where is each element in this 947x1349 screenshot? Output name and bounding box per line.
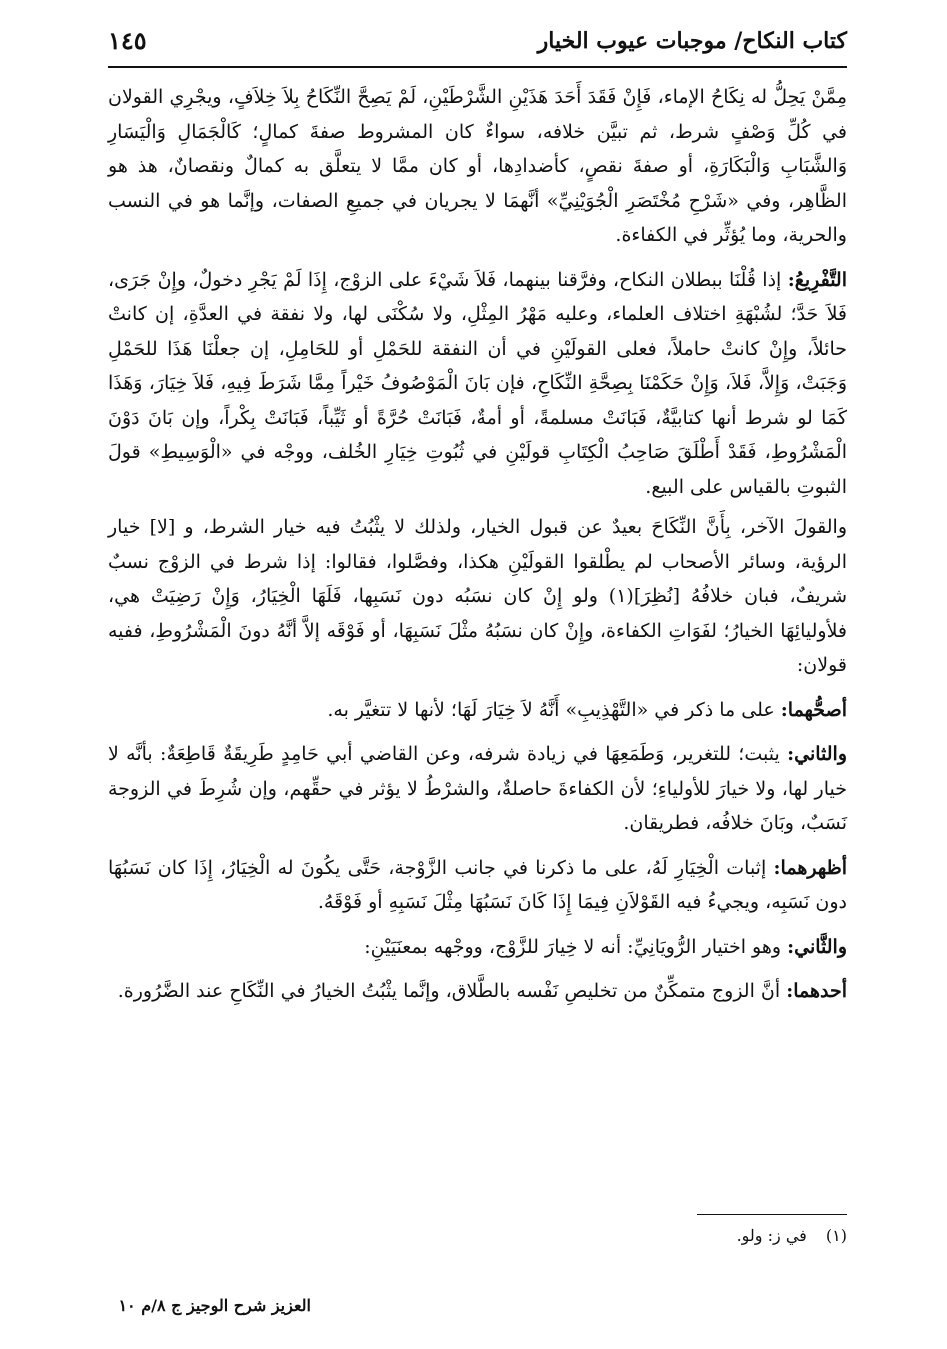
main-text bbox=[108, 80, 847, 1015]
page-number: ١٤٥ bbox=[108, 26, 147, 55]
paragraph-8-text: أنَّ الزوج متمكِّنٌ من تخليصِ نَفْسه بالطَّلاق، وإنَّما يثْبُتُ الخيارُ في النِّكَاحِ عند الضَّرُورة. bbox=[117, 980, 781, 1002]
paragraph-7-text: وهو اختيار الرُّويَانِيِّ: أنه لا خِيارَ للزَّوْج، ووجْهه بمعنَيَيْنِ: bbox=[364, 935, 782, 958]
paragraph-2-lead: التَّفْرِيعُ: bbox=[787, 268, 847, 291]
footnote-divider bbox=[697, 1214, 847, 1215]
paragraph-6-lead: أظهرهما: bbox=[773, 856, 847, 879]
paragraph-5-lead: والثاني: bbox=[787, 743, 847, 765]
paragraph-8 bbox=[108, 974, 847, 1009]
page-header bbox=[108, 22, 847, 64]
volume-reference: العزيز شرح الوجيز ج ٨/م ١٠ bbox=[118, 1296, 311, 1315]
paragraph-4-lead: أصحُّهما: bbox=[780, 698, 847, 721]
paragraph-4 bbox=[108, 693, 847, 728]
paragraph-2-text: إذا قُلْنَا ببطلان النكاح، وفرَّقنا بينهما، فَلاَ شَيْءَ على الزوْج، إِذَا لَمْ يَجْرِ دخولٌ، وإِنْ جَرَى، فَلاَ حَدَّ؛ لشُبْهَةِ اختلاف العلماء، وعليه مَهْرُ المِثْلِ، ولا سُكْنَى لها، ولا نفقة في العدَّةِ، إن كانتْ حائلاً، وإِنْ كانتْ حاملاً، فعلى القولَيْنِ في أن النفقة للحَمْلِ أو للحَامِلِ، إن جعلْنَا هَذَا للحَمْلِ وَجَبَتْ، وَإِلاَّ، فَلاَ، وَإِنْ حَكَمْنَا بِصِحَّةِ النِّكَاحِ، فإن بَانَ الْمَوْصُوفُ خَيْراً مِمَّا شَرَطَ فِيهِ، فَلاَ خِيَارَ، وَهَذَا كَمَا لو شرط أنها كتابيَّةٌ، فَبَانَتْ مسلمةً، أو أمةٌ، فَبَانَتْ حُرَّةً أو ثَيِّباً، فَبَانَتْ بِكْراً، وإن بَانَ دَوْنَ الْمَشْرُوطِ، فَقَدْ أَطْلَقَ صَاحِبُ الْكِتَابِ قولَيْنِ في ثُبُوتِ خِيَارِ الخُلف، ووجْه في «الْوَسِيطِ» قولَ الثبوتِ بالقياس على البيع. bbox=[108, 268, 847, 498]
paragraph-7-lead: والثَّاني: bbox=[787, 935, 847, 958]
footnote-text: في ز: ولو. bbox=[736, 1226, 807, 1245]
paragraph-7 bbox=[108, 930, 847, 965]
header-divider bbox=[108, 66, 847, 68]
paragraph-3 bbox=[108, 510, 847, 683]
paragraph-3-text: والقولَ الآخر، بِأَنَّ النِّكَاحَ بعيدٌ عن قبول الخيار، ولذلك لا يثْبُتُ فيه خيار الشرط، و [لا] خيار الرؤية، وسائر الأصحاب لم يطْلقوا القولَيْنِ هكذا، وفصَّلوا، فقالوا: إذا شرط في الزوْج نسبٌ شريفٌ، فبان خلافُهُ [نُظِرَ](١) ولو إِنْ كان نسَبُه دون نَسَبِها، فَلَهَا الْخِيَارُ، وَإِنْ رَضِيَتْ هي، فلأوليائِهَا الخيارُ؛ لفَوَاتِ الكفاءة، وإِنْ كان نسَبُهُ مثْلَ نَسَبِهَا، أو فَوْقَه إلاَّ أنَّهُ دونَ الْمَشْرُوطِ، ففيه قولان: bbox=[108, 516, 847, 676]
paragraph-1 bbox=[108, 80, 847, 253]
paragraph-2 bbox=[108, 263, 847, 505]
paragraph-6 bbox=[108, 851, 847, 920]
running-title: كتاب النكاح/ موجبات عيوب الخيار bbox=[537, 28, 847, 54]
footnote bbox=[737, 1226, 847, 1245]
paragraph-4-text: على ما ذكر في «التَّهْذِيبِ» أَنَّهُ لاَ خِيَارَ لَهَا؛ لأنها لا تتغيَّر به. bbox=[327, 698, 775, 721]
paragraph-1-text: مِمَّنْ يَحِلُّ له نِكَاحُ الإماء، فَإِنْ فَقَدَ أَحَدَ هَذَيْنِ الشَّرْطَيْنِ، لَمْ يَصِحَّ النِّكَاحُ بِلاَ خِلاَفٍ، ويجْرِي القولان في كُلِّ وَصْفٍ شرط، ثم تبيَّن خلافه، سواءٌ كان المشروط صفةَ كمالٍ؛ كَالْجَمَالِ وَالْيَسَارِ وَالشَّبَابِ وَالْبَكَارَةِ، أو صفةَ نقصٍ، كأضدادِها، أو كان ممَّا لا يتعلَّق به كمالٌ ونقصانٌ، هذ هو الظَّاهِر، وفي «شَرْحِ مُخْتَصَرِ الْجُوَيْنِيِّ» أنَّهمَا لا يجريان في جميعِ الصفات، وإنَّما هو في النسب والحرية، وما يُؤثِّر في الكفاءة. bbox=[108, 86, 848, 246]
footnote-number: (١) bbox=[825, 1226, 847, 1245]
paragraph-8-lead: أحدهما: bbox=[786, 980, 847, 1002]
paragraph-6-text: إثبات الْخِيَارِ لَهُ، على ما ذكرنا في جانب الزَّوْجة، حَتَّى يكُونَ له الْخِيَارُ، إِذَا كان نَسَبُهَا دون نَسَبِه، ويجيءُ فيه القَوْلاَنِ فِيمَا إِذَا كَانَ نَسَبُهَا مِثْلَ نَسَبِهِ أو فَوْقَهُ. bbox=[108, 856, 847, 913]
paragraph-5 bbox=[108, 737, 847, 841]
paragraph-5-text: يثبت؛ للتغرير، وَطَمَعِهَا في زيادة شرفه، وعن القاضي أبي حَامِدٍ طَرِيقَةٌ قَاطِعَةٌ: بأنَّه لا خيار لها، ولا خيارَ للأولياءِ؛ لأن الكفاءةَ حاصلةٌ، والشرْطُ لا يؤثر في حقِّهم، وإن شُرِطَ في الزوجة نَسَبٌ، وبَانَ خلافُه، فطريقان. bbox=[108, 743, 847, 834]
